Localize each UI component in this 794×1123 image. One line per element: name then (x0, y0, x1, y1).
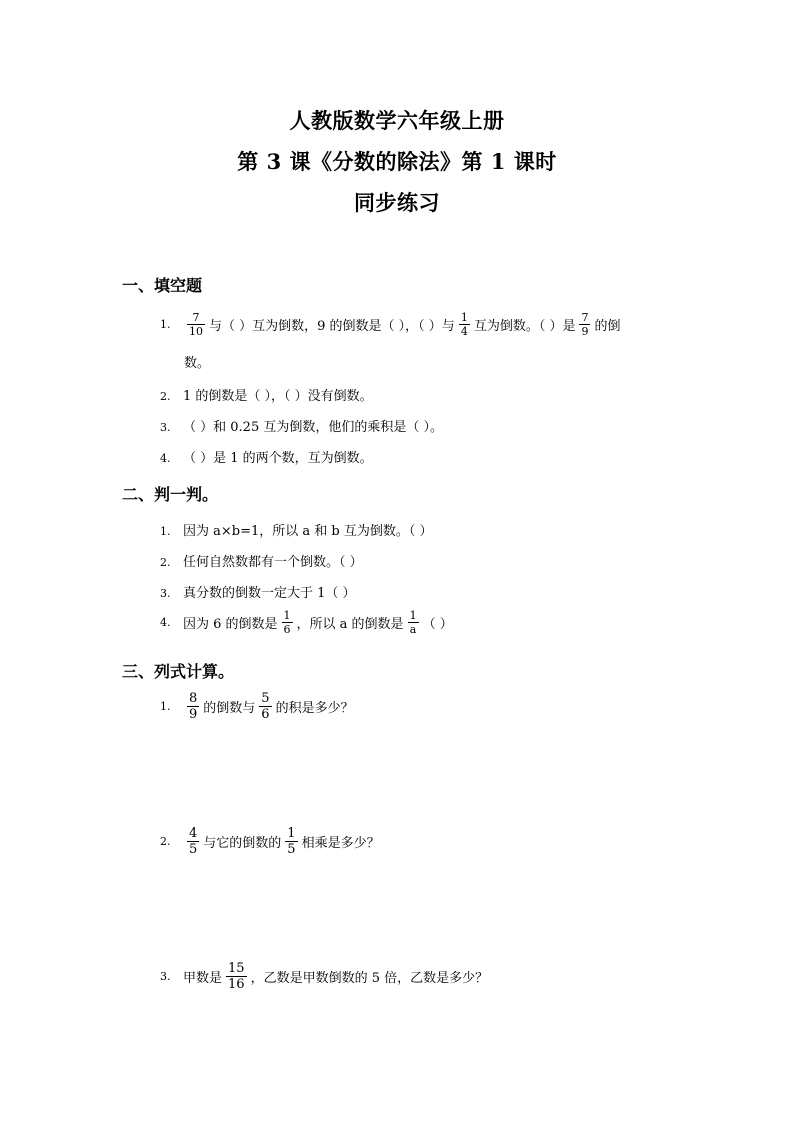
fraction-7-9: $\frac{7}{9}$ (581, 311, 589, 338)
question-number: 2. (160, 556, 171, 569)
question-number: 1. (160, 318, 171, 331)
fill-question-1: 1. $\frac{7}{10}$ 与（ ）互为倒数，9 的倒数是（ ），（ ）与 $\frac{1}{4}$ 互为倒数。（ ）是 $\frac{7}{9}$ 的倒 (160, 311, 621, 338)
fill-question-1-continuation: 数。 (184, 356, 211, 371)
question-number: 4. (160, 452, 171, 465)
question-number: 3. (160, 421, 171, 434)
judge-question-1: 1. 因为 a×b=1，所以 a 和 b 互为倒数。（ ） (160, 524, 433, 539)
question-number: 1. (160, 700, 171, 713)
fill-question-3: 3. （ ）和 0.25 互为倒数，他们的乘积是（ ）。 (160, 420, 443, 435)
fill-question-2: 2. 1 的倒数是（ ），（ ）没有倒数。 (160, 389, 373, 404)
question-number: 3. (160, 970, 171, 983)
fraction-8-9: $\frac{8}{9}$ (189, 691, 198, 722)
fraction-1-a: $\frac{1}{a}$ (409, 609, 417, 636)
title-lesson: 第 3 课《分数的除法》第 1 课时 (237, 149, 557, 174)
calc-question-3: 3. 甲数是 $\frac{15}{16}$ ，乙数是甲数倒数的 5 倍，乙数是多少？ (160, 961, 489, 992)
question-number: 2. (160, 835, 171, 848)
calc-question-1: 1. $\frac{8}{9}$ 的倒数与 $\frac{5}{6}$ 的积是多少？ (160, 691, 354, 722)
fraction-7-10: $\frac{7}{10}$ (189, 311, 203, 338)
calc-question-2: 2. $\frac{4}{5}$ 与它的倒数的 $\frac{1}{5}$ 相乘是多少？ (160, 826, 380, 857)
fraction-15-16: $\frac{15}{16}$ (228, 961, 245, 992)
title-textbook: 人教版数学六年级上册 (289, 108, 505, 133)
section-heading-true-false: 二、判一判。 (122, 485, 219, 504)
question-number: 3. (160, 587, 171, 600)
judge-question-3: 3. 真分数的倒数一定大于 1（ ） (160, 586, 356, 601)
fraction-4-5: $\frac{4}{5}$ (189, 826, 198, 857)
section-heading-calculation: 三、列式计算。 (122, 662, 235, 681)
question-number: 4. (160, 616, 171, 629)
title-practice: 同步练习 (354, 190, 440, 215)
question-number: 2. (160, 390, 171, 403)
fraction-1-6: $\frac{1}{6}$ (283, 609, 291, 636)
fraction-5-6: $\frac{5}{6}$ (261, 691, 270, 722)
judge-question-2: 2. 任何自然数都有一个倒数。（ ） (160, 555, 363, 570)
judge-question-4: 4. 因为 6 的倒数是 $\frac{1}{6}$ ，所以 a 的倒数是 $\frac{1}{a}$ （ ） (160, 609, 453, 636)
fill-question-4: 4. （ ）是 1 的两个数，互为倒数。 (160, 451, 373, 466)
fraction-1-5: $\frac{1}{5}$ (287, 826, 296, 857)
section-heading-fill-blank: 一、填空题 (122, 276, 203, 295)
fraction-1-4: $\frac{1}{4}$ (460, 311, 468, 338)
question-number: 1. (160, 525, 171, 538)
title-block (0, 100, 794, 223)
